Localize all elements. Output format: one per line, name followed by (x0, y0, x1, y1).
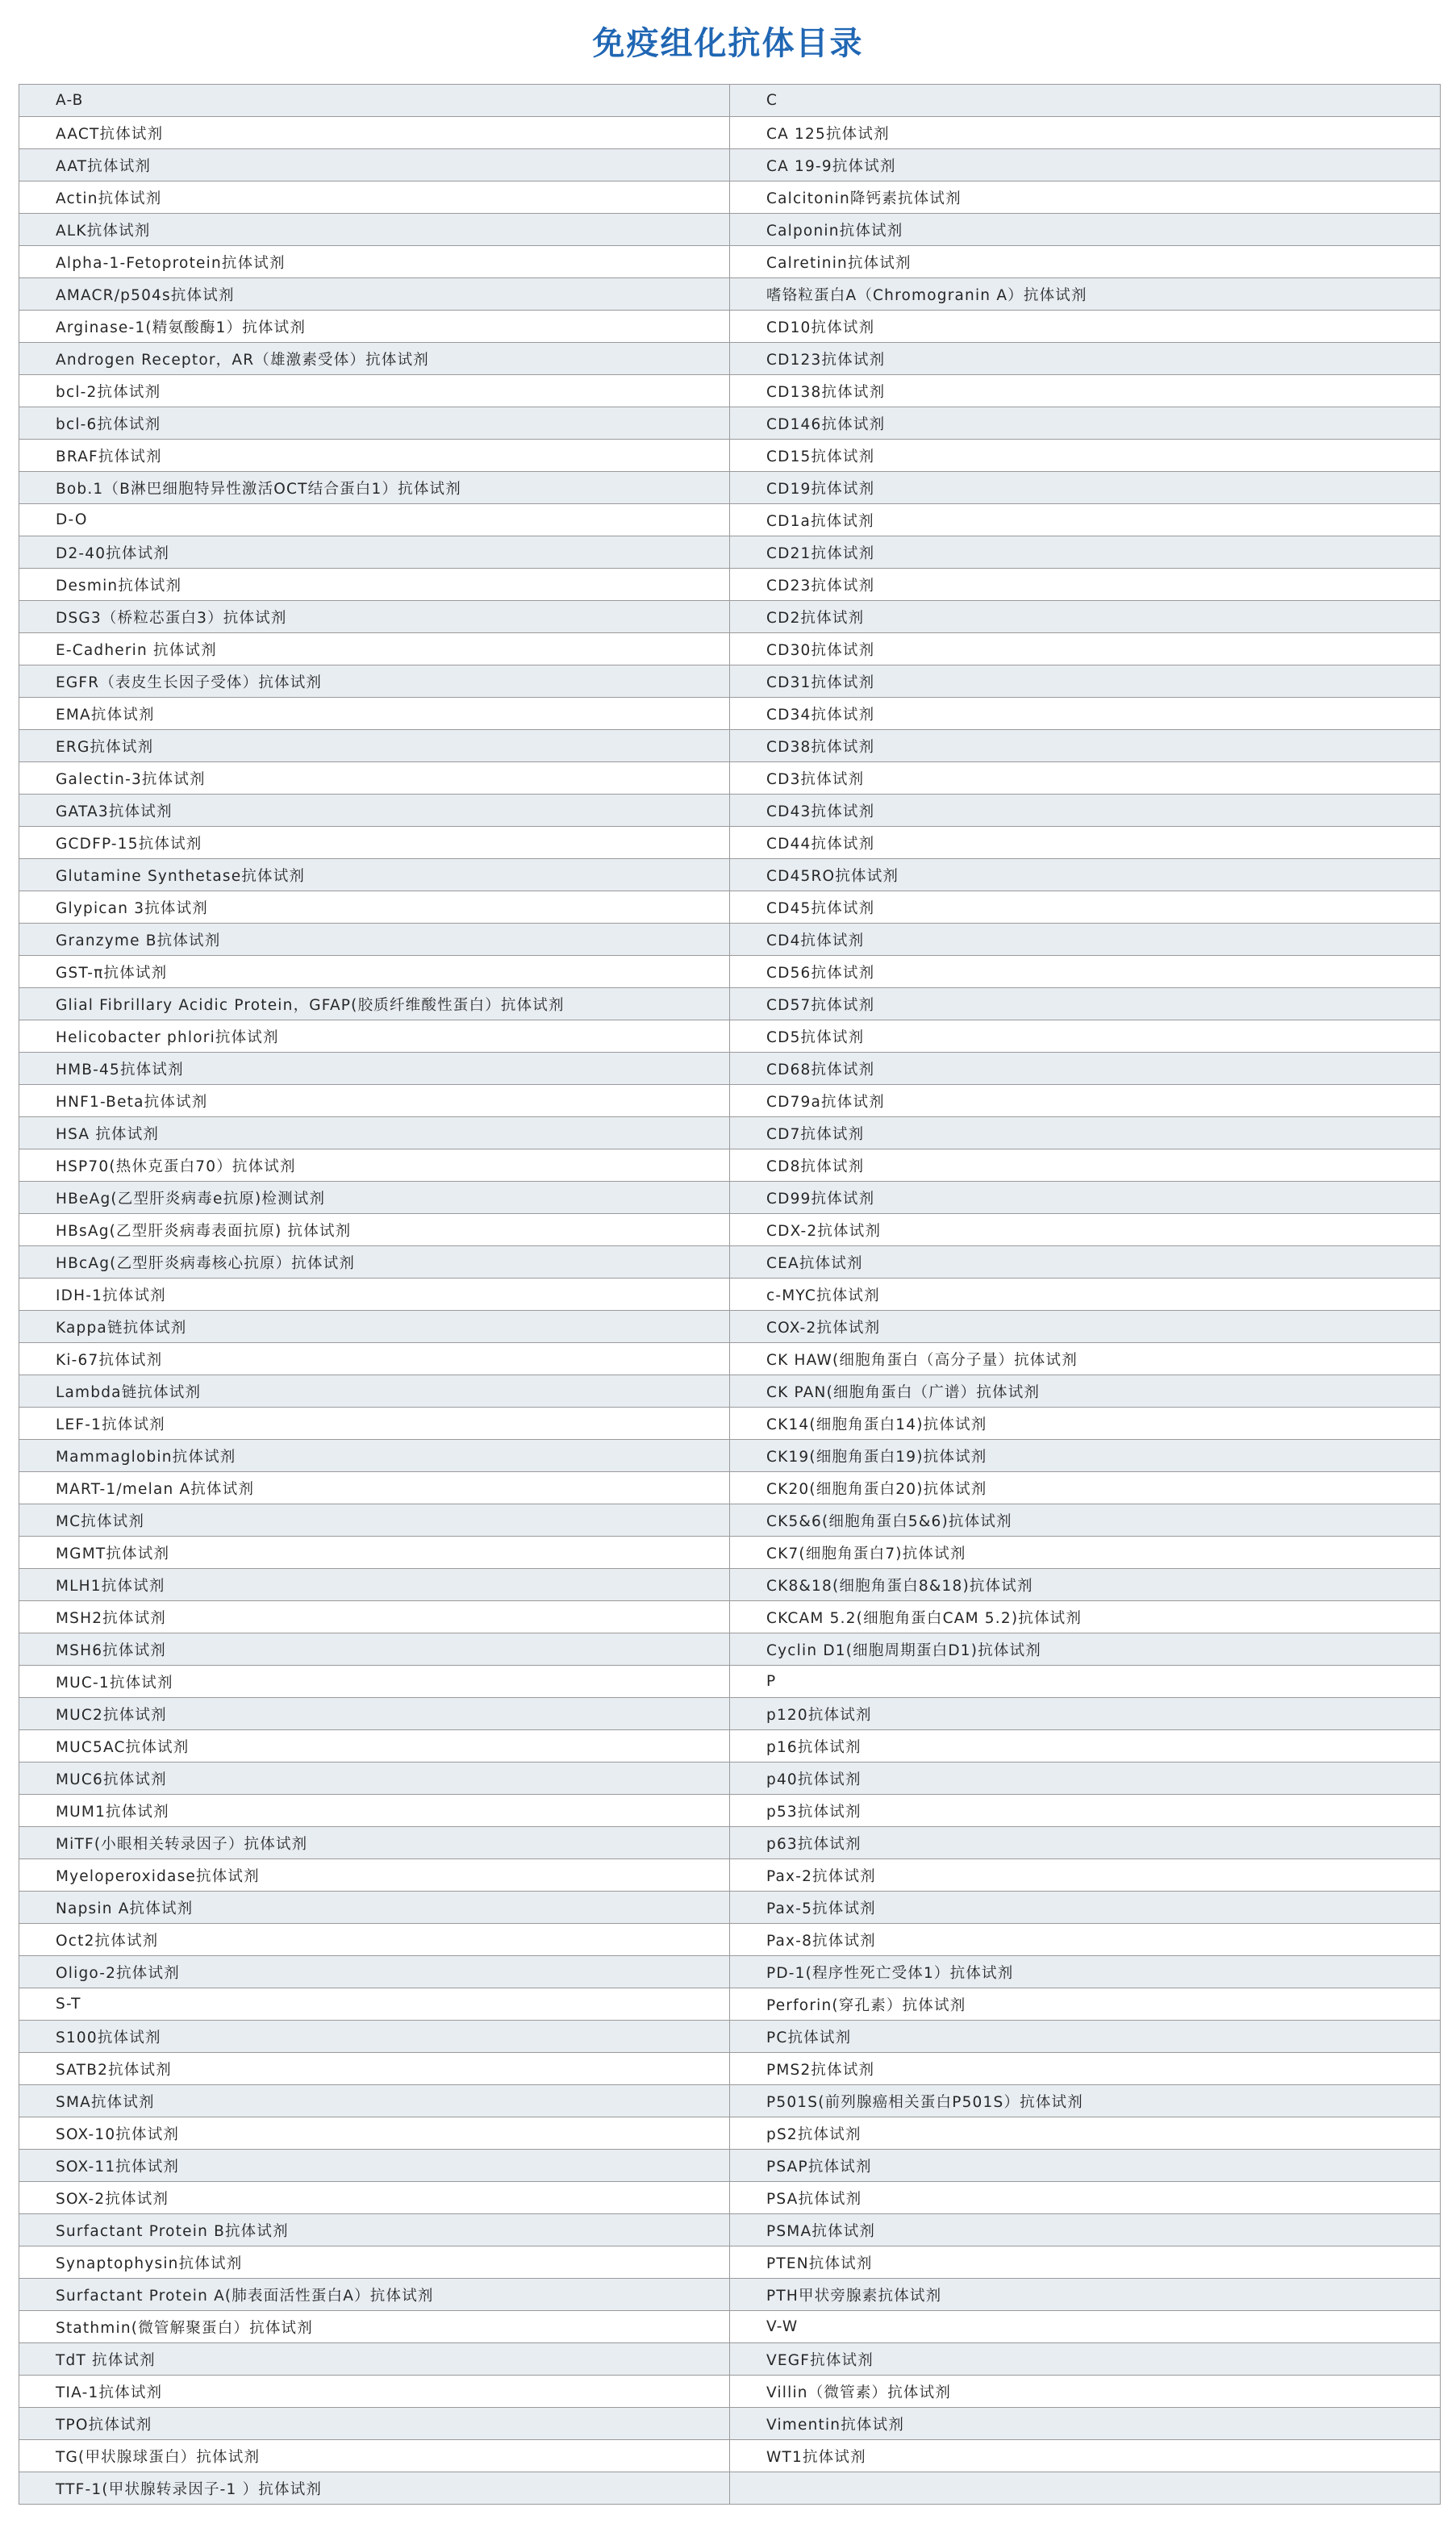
table-row (19, 1730, 1441, 1763)
catalog-cell-right: CA 125抗体试剂 (730, 117, 1441, 149)
catalog-cell-left: D-O (19, 504, 730, 536)
catalog-cell-left: Napsin A抗体试剂 (19, 1892, 730, 1924)
catalog-cell-right: CD38抗体试剂 (730, 730, 1441, 762)
catalog-cell-right: CD43抗体试剂 (730, 795, 1441, 827)
catalog-cell-left: MGMT抗体试剂 (19, 1537, 730, 1569)
table-row (19, 2408, 1441, 2440)
catalog-cell-left: Androgen Receptor，AR（雄激素受体）抗体试剂 (19, 343, 730, 375)
table-row (19, 2085, 1441, 2117)
catalog-cell-right: CD31抗体试剂 (730, 665, 1441, 698)
catalog-cell-right: CD8抗体试剂 (730, 1149, 1441, 1182)
catalog-cell-right: PMS2抗体试剂 (730, 2053, 1441, 2085)
catalog-cell-right: CD56抗体试剂 (730, 956, 1441, 988)
catalog-cell-right: CKCAM 5.2(细胞角蛋白CAM 5.2)抗体试剂 (730, 1601, 1441, 1633)
catalog-cell-left: Surfactant Protein A(肺表面活性蛋白A）抗体试剂 (19, 2279, 730, 2311)
table-row (19, 1569, 1441, 1601)
catalog-cell-left: S100抗体试剂 (19, 2021, 730, 2053)
catalog-cell-left: HMB-45抗体试剂 (19, 1053, 730, 1085)
catalog-cell-right: CK HAW(细胞角蛋白（高分子量）抗体试剂 (730, 1343, 1441, 1375)
catalog-cell-left: TTF-1(甲状腺转录因子-1 ）抗体试剂 (19, 2472, 730, 2505)
table-row (19, 1633, 1441, 1666)
catalog-cell-left: LEF-1抗体试剂 (19, 1408, 730, 1440)
catalog-cell-left: Mammaglobin抗体试剂 (19, 1440, 730, 1472)
table-row (19, 1537, 1441, 1569)
table-row (19, 1892, 1441, 1924)
catalog-cell-right: VEGF抗体试剂 (730, 2343, 1441, 2376)
table-row (19, 2246, 1441, 2279)
catalog-cell-right: CD68抗体试剂 (730, 1053, 1441, 1085)
catalog-cell-left: bcl-2抗体试剂 (19, 375, 730, 407)
table-row (19, 117, 1441, 149)
catalog-cell-right: p16抗体试剂 (730, 1730, 1441, 1763)
catalog-cell-left: Oct2抗体试剂 (19, 1924, 730, 1956)
catalog-cell-right: PSAP抗体试剂 (730, 2150, 1441, 2182)
catalog-cell-left: MSH6抗体试剂 (19, 1633, 730, 1666)
table-row (19, 1924, 1441, 1956)
table-row (19, 1279, 1441, 1311)
table-row (19, 924, 1441, 956)
catalog-cell-right: p53抗体试剂 (730, 1795, 1441, 1827)
catalog-cell-right: PSMA抗体试剂 (730, 2214, 1441, 2246)
catalog-cell-right: CK14(细胞角蛋白14)抗体试剂 (730, 1408, 1441, 1440)
table-row (19, 1666, 1441, 1698)
catalog-cell-left: MSH2抗体试剂 (19, 1601, 730, 1633)
table-row (19, 311, 1441, 343)
catalog-cell-left: ERG抗体试剂 (19, 730, 730, 762)
table-row (19, 1472, 1441, 1504)
catalog-cell-left: Glutamine Synthetase抗体试剂 (19, 859, 730, 891)
catalog-cell-left: HBeAg(乙型肝炎病毒e抗原)检测试剂 (19, 1182, 730, 1214)
table-row (19, 1149, 1441, 1182)
table-row (19, 1956, 1441, 1988)
catalog-cell-right: PSA抗体试剂 (730, 2182, 1441, 2214)
table-row (19, 1988, 1441, 2021)
catalog-cell-right: Calretinin抗体试剂 (730, 246, 1441, 278)
table-row (19, 1827, 1441, 1859)
catalog-cell-right: Vimentin抗体试剂 (730, 2408, 1441, 2440)
catalog-cell-right: PC抗体试剂 (730, 2021, 1441, 2053)
catalog-cell-right: Cyclin D1(细胞周期蛋白D1)抗体试剂 (730, 1633, 1441, 1666)
table-row (19, 2214, 1441, 2246)
catalog-cell-left: BRAF抗体试剂 (19, 440, 730, 472)
catalog-cell-right: C (730, 85, 1441, 117)
catalog-cell-right: CD138抗体试剂 (730, 375, 1441, 407)
table-row (19, 1698, 1441, 1730)
catalog-cell-left: SOX-10抗体试剂 (19, 2117, 730, 2150)
catalog-cell-right: WT1抗体试剂 (730, 2440, 1441, 2472)
table-row (19, 246, 1441, 278)
table-row (19, 698, 1441, 730)
table-row (19, 665, 1441, 698)
table-row (19, 633, 1441, 665)
table-row (19, 2150, 1441, 2182)
catalog-cell-right: CD4抗体试剂 (730, 924, 1441, 956)
catalog-cell-left: GCDFP-15抗体试剂 (19, 827, 730, 859)
catalog-cell-right: c-MYC抗体试剂 (730, 1279, 1441, 1311)
catalog-cell-right: PTEN抗体试剂 (730, 2246, 1441, 2279)
catalog-cell-right: pS2抗体试剂 (730, 2117, 1441, 2150)
table-row (19, 2311, 1441, 2343)
table-row (19, 1117, 1441, 1149)
catalog-cell-left: TG(甲状腺球蛋白）抗体试剂 (19, 2440, 730, 2472)
catalog-cell-right: P501S(前列腺癌相关蛋白P501S）抗体试剂 (730, 2085, 1441, 2117)
catalog-cell-right: 嗜铬粒蛋白A（Chromogranin A）抗体试剂 (730, 278, 1441, 311)
catalog-cell-right: Pax-8抗体试剂 (730, 1924, 1441, 1956)
catalog-cell-right: CK5&6(细胞角蛋白5&6)抗体试剂 (730, 1504, 1441, 1537)
table-row (19, 1795, 1441, 1827)
catalog-cell-right: CD30抗体试剂 (730, 633, 1441, 665)
table-row (19, 1375, 1441, 1408)
catalog-cell-right: CD19抗体试剂 (730, 472, 1441, 504)
table-row (19, 795, 1441, 827)
catalog-table-body (19, 85, 1441, 2505)
catalog-cell-right: CDX-2抗体试剂 (730, 1214, 1441, 1246)
catalog-cell-left: SMA抗体试剂 (19, 2085, 730, 2117)
table-row (19, 1763, 1441, 1795)
catalog-cell-left: Ki-67抗体试剂 (19, 1343, 730, 1375)
table-row (19, 1504, 1441, 1537)
catalog-cell-right: PTH甲状旁腺素抗体试剂 (730, 2279, 1441, 2311)
catalog-cell-right: CD10抗体试剂 (730, 311, 1441, 343)
table-row (19, 1020, 1441, 1053)
catalog-cell-left: Stathmin(微管解聚蛋白）抗体试剂 (19, 2311, 730, 2343)
catalog-cell-left: GATA3抗体试剂 (19, 795, 730, 827)
table-row (19, 569, 1441, 601)
catalog-cell-right: CD15抗体试剂 (730, 440, 1441, 472)
catalog-cell-left: TIA-1抗体试剂 (19, 2376, 730, 2408)
table-row (19, 214, 1441, 246)
table-row (19, 2472, 1441, 2505)
table-row (19, 2182, 1441, 2214)
table-row (19, 149, 1441, 181)
catalog-cell-left: MUC2抗体试剂 (19, 1698, 730, 1730)
catalog-cell-right: P (730, 1666, 1441, 1698)
catalog-cell-right: Perforin(穿孔素）抗体试剂 (730, 1988, 1441, 2021)
catalog-cell-right: Calcitonin降钙素抗体试剂 (730, 181, 1441, 214)
catalog-cell-right: CK19(细胞角蛋白19)抗体试剂 (730, 1440, 1441, 1472)
table-row (19, 1085, 1441, 1117)
catalog-cell-left: MLH1抗体试剂 (19, 1569, 730, 1601)
table-row (19, 762, 1441, 795)
catalog-cell-left: Glial Fibrillary Acidic Protein，GFAP(胶质纤维酸性蛋白）抗体试剂 (19, 988, 730, 1020)
catalog-cell-right: CD7抗体试剂 (730, 1117, 1441, 1149)
table-row (19, 85, 1441, 117)
table-row (19, 1311, 1441, 1343)
catalog-cell-left: Galectin-3抗体试剂 (19, 762, 730, 795)
catalog-cell-right: COX-2抗体试剂 (730, 1311, 1441, 1343)
catalog-cell-left: Desmin抗体试剂 (19, 569, 730, 601)
catalog-cell-right: CD99抗体试剂 (730, 1182, 1441, 1214)
catalog-cell-left: Lambda链抗体试剂 (19, 1375, 730, 1408)
catalog-cell-left: Bob.1（B淋巴细胞特异性激活OCT结合蛋白1）抗体试剂 (19, 472, 730, 504)
catalog-cell-left: EMA抗体试剂 (19, 698, 730, 730)
catalog-cell-left: SATB2抗体试剂 (19, 2053, 730, 2085)
catalog-cell-right: CK7(细胞角蛋白7)抗体试剂 (730, 1537, 1441, 1569)
table-row (19, 278, 1441, 311)
catalog-cell-left: AACT抗体试剂 (19, 117, 730, 149)
table-row (19, 988, 1441, 1020)
catalog-cell-left: MUC5AC抗体试剂 (19, 1730, 730, 1763)
catalog-cell-left: MiTF(小眼相关转录因子）抗体试剂 (19, 1827, 730, 1859)
table-row (19, 601, 1441, 633)
table-row (19, 827, 1441, 859)
catalog-cell-right: CD3抗体试剂 (730, 762, 1441, 795)
catalog-cell-left: Glypican 3抗体试剂 (19, 891, 730, 924)
table-row (19, 1440, 1441, 1472)
table-row (19, 1182, 1441, 1214)
catalog-cell-right: Pax-2抗体试剂 (730, 1859, 1441, 1892)
catalog-cell-left: MC抗体试剂 (19, 1504, 730, 1537)
catalog-cell-right: CD34抗体试剂 (730, 698, 1441, 730)
catalog-cell-left: Kappa链抗体试剂 (19, 1311, 730, 1343)
catalog-cell-left: A-B (19, 85, 730, 117)
catalog-cell-left: Helicobacter phlori抗体试剂 (19, 1020, 730, 1053)
table-row (19, 1601, 1441, 1633)
catalog-cell-left: HBsAg(乙型肝炎病毒表面抗原) 抗体试剂 (19, 1214, 730, 1246)
catalog-cell-right: Villin（微管素）抗体试剂 (730, 2376, 1441, 2408)
catalog-cell-right: CA 19-9抗体试剂 (730, 149, 1441, 181)
table-row (19, 956, 1441, 988)
catalog-cell-left: MART-1/melan A抗体试剂 (19, 1472, 730, 1504)
catalog-cell-left: SOX-11抗体试剂 (19, 2150, 730, 2182)
catalog-cell-left: Alpha-1-Fetoprotein抗体试剂 (19, 246, 730, 278)
catalog-cell-right: CD5抗体试剂 (730, 1020, 1441, 1053)
table-row (19, 2376, 1441, 2408)
catalog-cell-left: DSG3（桥粒芯蛋白3）抗体试剂 (19, 601, 730, 633)
catalog-cell-left: Synaptophysin抗体试剂 (19, 2246, 730, 2279)
table-row (19, 407, 1441, 440)
catalog-cell-right: PD-1(程序性死亡受体1）抗体试剂 (730, 1956, 1441, 1988)
catalog-cell-right: CK20(细胞角蛋白20)抗体试剂 (730, 1472, 1441, 1504)
catalog-cell-right: CD44抗体试剂 (730, 827, 1441, 859)
catalog-cell-right: p40抗体试剂 (730, 1763, 1441, 1795)
catalog-cell-left: HBcAg(乙型肝炎病毒核心抗原）抗体试剂 (19, 1246, 730, 1279)
catalog-cell-left: AMACR/p504s抗体试剂 (19, 278, 730, 311)
catalog-cell-left: E-Cadherin 抗体试剂 (19, 633, 730, 665)
catalog-cell-right: CD123抗体试剂 (730, 343, 1441, 375)
catalog-cell-left: AAT抗体试剂 (19, 149, 730, 181)
catalog-cell-left: HSA 抗体试剂 (19, 1117, 730, 1149)
catalog-cell-left: HSP70(热休克蛋白70）抗体试剂 (19, 1149, 730, 1182)
catalog-cell-right: CD2抗体试剂 (730, 601, 1441, 633)
catalog-cell-right: Pax-5抗体试剂 (730, 1892, 1441, 1924)
catalog-cell-left: SOX-2抗体试剂 (19, 2182, 730, 2214)
catalog-cell-right: V-W (730, 2311, 1441, 2343)
catalog-cell-left: MUC6抗体试剂 (19, 1763, 730, 1795)
table-row (19, 730, 1441, 762)
catalog-cell-left: Oligo-2抗体试剂 (19, 1956, 730, 1988)
catalog-cell-right: p63抗体试剂 (730, 1827, 1441, 1859)
catalog-cell-right (730, 2472, 1441, 2505)
table-row (19, 2117, 1441, 2150)
catalog-cell-left: S-T (19, 1988, 730, 2021)
catalog-cell-left: bcl-6抗体试剂 (19, 407, 730, 440)
catalog-cell-left: EGFR（表皮生长因子受体）抗体试剂 (19, 665, 730, 698)
catalog-cell-right: CK8&18(细胞角蛋白8&18)抗体试剂 (730, 1569, 1441, 1601)
catalog-cell-left: HNF1-Beta抗体试剂 (19, 1085, 730, 1117)
catalog-cell-right: CD21抗体试剂 (730, 536, 1441, 569)
table-row (19, 1246, 1441, 1279)
catalog-cell-left: Arginase-1(精氨酸酶1）抗体试剂 (19, 311, 730, 343)
catalog-cell-right: p120抗体试剂 (730, 1698, 1441, 1730)
table-row (19, 2343, 1441, 2376)
catalog-cell-left: ALK抗体试剂 (19, 214, 730, 246)
catalog-cell-left: Surfactant Protein B抗体试剂 (19, 2214, 730, 2246)
catalog-cell-left: GST-π抗体试剂 (19, 956, 730, 988)
table-row (19, 1408, 1441, 1440)
table-row (19, 1053, 1441, 1085)
catalog-cell-left: Granzyme B抗体试剂 (19, 924, 730, 956)
catalog-cell-left: D2-40抗体试剂 (19, 536, 730, 569)
table-row (19, 2053, 1441, 2085)
catalog-cell-right: Calponin抗体试剂 (730, 214, 1441, 246)
table-row (19, 375, 1441, 407)
table-row (19, 472, 1441, 504)
catalog-cell-left: TdT 抗体试剂 (19, 2343, 730, 2376)
table-row (19, 1214, 1441, 1246)
catalog-cell-left: Myeloperoxidase抗体试剂 (19, 1859, 730, 1892)
catalog-cell-left: MUC-1抗体试剂 (19, 1666, 730, 1698)
catalog-cell-right: CD1a抗体试剂 (730, 504, 1441, 536)
catalog-cell-right: CD57抗体试剂 (730, 988, 1441, 1020)
catalog-cell-right: CD146抗体试剂 (730, 407, 1441, 440)
table-row (19, 2440, 1441, 2472)
catalog-cell-right: CD79a抗体试剂 (730, 1085, 1441, 1117)
catalog-cell-right: CEA抗体试剂 (730, 1246, 1441, 1279)
page-title: 免疫组化抗体目录 (592, 25, 864, 62)
table-row (19, 181, 1441, 214)
table-row (19, 1859, 1441, 1892)
table-row (19, 504, 1441, 536)
catalog-cell-right: CD23抗体试剂 (730, 569, 1441, 601)
catalog-cell-right: CD45抗体试剂 (730, 891, 1441, 924)
catalog-cell-left: TPO抗体试剂 (19, 2408, 730, 2440)
table-row (19, 2279, 1441, 2311)
catalog-cell-right: CK PAN(细胞角蛋白（广谱）抗体试剂 (730, 1375, 1441, 1408)
table-row (19, 1343, 1441, 1375)
table-row (19, 343, 1441, 375)
catalog-cell-right: CD45RO抗体试剂 (730, 859, 1441, 891)
table-row (19, 891, 1441, 924)
catalog-cell-left: MUM1抗体试剂 (19, 1795, 730, 1827)
catalog-cell-left: IDH-1抗体试剂 (19, 1279, 730, 1311)
table-row (19, 2021, 1441, 2053)
table-row (19, 536, 1441, 569)
table-row (19, 859, 1441, 891)
antibody-catalog-table (19, 84, 1441, 2505)
catalog-cell-left: Actin抗体试剂 (19, 181, 730, 214)
table-row (19, 440, 1441, 472)
